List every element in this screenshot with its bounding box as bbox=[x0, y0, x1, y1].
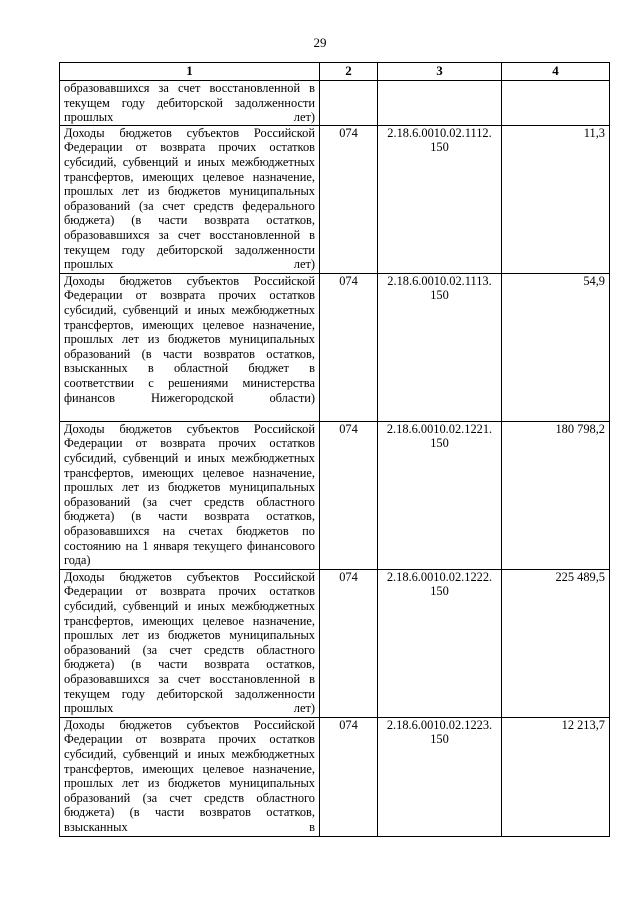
row-budget-code: 2.18.6.0010.02.1221. 150 bbox=[378, 421, 502, 569]
column-header-1: 1 bbox=[60, 63, 320, 81]
row-description: Доходы бюджетов субъектов Российской Федерации от возврата прочих остатков субсидий, субвенций и иных межбюджетных трансфертов, имеющих целевое назначение, прошлых лет из бюджетов муниципальных образований (в части возвратов остатков, взысканных в областной бюджет в соответствии с решениями министерства финансов Нижегородской области) bbox=[60, 273, 320, 421]
row-admin-code: 074 bbox=[320, 273, 378, 421]
row-budget-code: 2.18.6.0010.02.1223. 150 bbox=[378, 717, 502, 836]
row-amount: 12 213,7 bbox=[502, 717, 610, 836]
row-amount: 54,9 bbox=[502, 273, 610, 421]
row-amount: 11,3 bbox=[502, 125, 610, 273]
table-row bbox=[60, 717, 610, 836]
table-row bbox=[60, 273, 610, 421]
row-admin-code: 074 bbox=[320, 569, 378, 717]
column-header-4: 4 bbox=[502, 63, 610, 81]
row-amount: 180 798,2 bbox=[502, 421, 610, 569]
row-admin-code: 074 bbox=[320, 717, 378, 836]
row-budget-code bbox=[378, 81, 502, 126]
row-admin-code: 074 bbox=[320, 125, 378, 273]
row-admin-code: 074 bbox=[320, 421, 378, 569]
table-row bbox=[60, 81, 610, 126]
row-description: Доходы бюджетов субъектов Российской Федерации от возврата прочих остатков субсидий, субвенций и иных межбюджетных трансфертов, имеющих целевое назначение, прошлых лет из бюджетов муниципальных образований (за счет средств областного бюджета) (в части возвратов остатков, взысканных в bbox=[60, 717, 320, 836]
row-description: Доходы бюджетов субъектов Российской Федерации от возврата прочих остатков субсидий, субвенций и иных межбюджетных трансфертов, имеющих целевое назначение, прошлых лет из бюджетов муниципальных образований (за счет средств областного бюджета) (в части возврата остатков, образовавшихся за счет восстановленной в текущем году дебиторской задолженности прошлых лет) bbox=[60, 569, 320, 717]
table-row bbox=[60, 125, 610, 273]
column-header-2: 2 bbox=[320, 63, 378, 81]
budget-table bbox=[59, 62, 610, 837]
row-amount bbox=[502, 81, 610, 126]
row-amount: 225 489,5 bbox=[502, 569, 610, 717]
row-description: образовавшихся за счет восстановленной в текущем году дебиторской задолженности прошлых лет) bbox=[60, 81, 320, 126]
row-budget-code: 2.18.6.0010.02.1112. 150 bbox=[378, 125, 502, 273]
column-header-3: 3 bbox=[378, 63, 502, 81]
row-admin-code bbox=[320, 81, 378, 126]
row-description: Доходы бюджетов субъектов Российской Федерации от возврата прочих остатков субсидий, субвенций и иных межбюджетных трансфертов, имеющих целевое назначение, прошлых лет из бюджетов муниципальных образований (за счет средств федерального бюджета) (в части возврата остатков, образовавшихся за счет восстановленной в текущем году дебиторской задолженности прошлых лет) bbox=[60, 125, 320, 273]
row-budget-code: 2.18.6.0010.02.1113. 150 bbox=[378, 273, 502, 421]
row-description: Доходы бюджетов субъектов Российской Федерации от возврата прочих остатков субсидий, субвенций и иных межбюджетных трансфертов, имеющих целевое назначение, прошлых лет из бюджетов муниципальных образований (за счет средств областного бюджета) (в части возврата остатков, образовавшихся на счетах бюджетов по состоянию на 1 января текущего финансового года) bbox=[60, 421, 320, 569]
row-budget-code: 2.18.6.0010.02.1222. 150 bbox=[378, 569, 502, 717]
table-row bbox=[60, 421, 610, 569]
page-number: 29 bbox=[313, 35, 327, 50]
table-header-row bbox=[60, 63, 610, 81]
table-row bbox=[60, 569, 610, 717]
